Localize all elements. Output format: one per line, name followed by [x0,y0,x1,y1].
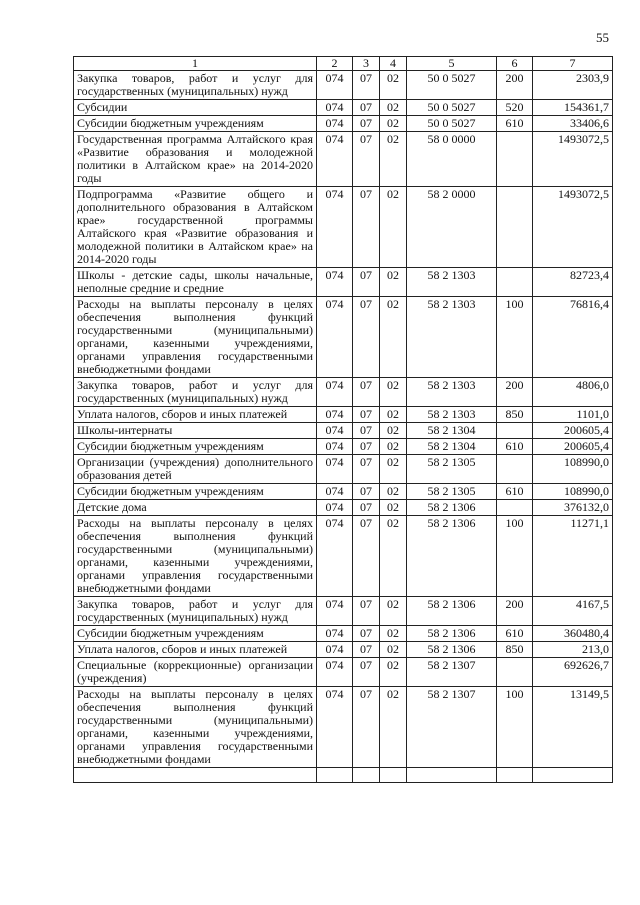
cell-admin-code: 074 [317,71,353,100]
table-row [74,626,613,642]
cell-admin-code: 074 [317,378,353,407]
table-row [74,455,613,484]
cell-section: 07 [353,423,380,439]
cell-name: Субсидии [74,100,317,116]
cell-section: 07 [353,71,380,100]
cell-name: Специальные (коррекционные) организации (учреждения) [74,658,317,687]
column-header: 3 [353,57,380,71]
cell-section: 07 [353,455,380,484]
cell-subsection: 02 [380,642,407,658]
cell-admin-code: 074 [317,455,353,484]
cell-name: Школы-интернаты [74,423,317,439]
cell-admin-code: 074 [317,132,353,187]
column-header: 6 [497,57,533,71]
table-row [74,71,613,100]
cell-admin-code: 074 [317,407,353,423]
cell-expense-type: 610 [497,626,533,642]
cell-name: Закупка товаров, работ и услуг для государственных (муниципальных) нужд [74,71,317,100]
page-number: 55 [596,30,609,45]
table-row [74,407,613,423]
table-row [74,597,613,626]
cell-target-article: 58 2 1303 [407,268,497,297]
cell-subsection: 02 [380,116,407,132]
cell-amount: 2303,9 [533,71,613,100]
cell-subsection: 02 [380,297,407,378]
cell-subsection: 02 [380,187,407,268]
cell-name: Закупка товаров, работ и услуг для государственных (муниципальных) нужд [74,378,317,407]
cell-subsection: 02 [380,484,407,500]
cell-expense-type: 100 [497,297,533,378]
cell-amount: 376132,0 [533,500,613,516]
cell-section: 07 [353,297,380,378]
cell-section: 07 [353,116,380,132]
column-header: 4 [380,57,407,71]
cell-expense-type [497,423,533,439]
cell-expense-type [497,658,533,687]
cell-subsection: 02 [380,658,407,687]
cell-admin-code: 074 [317,268,353,297]
cell-amount: 1493072,5 [533,132,613,187]
cell-target-article: 50 0 5027 [407,116,497,132]
cell-subsection: 02 [380,626,407,642]
cell-empty [407,768,497,783]
table-row [74,378,613,407]
cell-expense-type [497,187,533,268]
table-row-empty [74,768,613,783]
cell-name: Расходы на выплаты персоналу в целях обеспечения выполнения функций государственными (муниципальными) органами, казенными учреждениями, органами управления государственными внебюджетными фондами [74,687,317,768]
cell-subsection: 02 [380,597,407,626]
cell-expense-type [497,132,533,187]
cell-admin-code: 074 [317,297,353,378]
cell-target-article: 58 2 1303 [407,297,497,378]
table-header-row [74,57,613,71]
cell-expense-type [497,268,533,297]
table-row [74,439,613,455]
cell-amount: 82723,4 [533,268,613,297]
cell-amount: 13149,5 [533,687,613,768]
cell-empty [353,768,380,783]
cell-name: Закупка товаров, работ и услуг для государственных (муниципальных) нужд [74,597,317,626]
cell-subsection: 02 [380,132,407,187]
cell-section: 07 [353,439,380,455]
cell-target-article: 58 2 1305 [407,484,497,500]
cell-section: 07 [353,132,380,187]
cell-subsection: 02 [380,455,407,484]
cell-admin-code: 074 [317,484,353,500]
cell-expense-type: 200 [497,378,533,407]
cell-amount: 4167,5 [533,597,613,626]
cell-empty [317,768,353,783]
cell-empty [74,768,317,783]
cell-section: 07 [353,378,380,407]
cell-section: 07 [353,484,380,500]
cell-name: Расходы на выплаты персоналу в целях обеспечения выполнения функций государственными (муниципальными) органами, казенными учреждениями, органами управления государственными внебюджетными фондами [74,297,317,378]
cell-expense-type [497,455,533,484]
column-header: 5 [407,57,497,71]
table-row [74,484,613,500]
cell-section: 07 [353,687,380,768]
cell-target-article: 58 2 1306 [407,626,497,642]
column-header: 7 [533,57,613,71]
cell-admin-code: 074 [317,439,353,455]
cell-subsection: 02 [380,71,407,100]
cell-subsection: 02 [380,423,407,439]
cell-target-article: 58 2 1304 [407,423,497,439]
cell-admin-code: 074 [317,626,353,642]
cell-empty [533,768,613,783]
cell-section: 07 [353,658,380,687]
cell-amount: 154361,7 [533,100,613,116]
cell-admin-code: 074 [317,516,353,597]
cell-section: 07 [353,626,380,642]
cell-empty [380,768,407,783]
cell-target-article: 58 2 1304 [407,439,497,455]
cell-amount: 11271,1 [533,516,613,597]
cell-expense-type: 100 [497,516,533,597]
table-row [74,642,613,658]
cell-expense-type: 610 [497,439,533,455]
table-body [74,71,613,783]
cell-admin-code: 074 [317,658,353,687]
cell-subsection: 02 [380,439,407,455]
cell-expense-type: 520 [497,100,533,116]
cell-amount: 108990,0 [533,455,613,484]
table-row [74,132,613,187]
cell-subsection: 02 [380,268,407,297]
cell-name: Школы - детские сады, школы начальные, неполные средние и средние [74,268,317,297]
cell-expense-type: 610 [497,484,533,500]
cell-amount: 4806,0 [533,378,613,407]
cell-subsection: 02 [380,687,407,768]
cell-amount: 1493072,5 [533,187,613,268]
cell-target-article: 50 0 5027 [407,100,497,116]
cell-target-article: 58 2 1305 [407,455,497,484]
cell-name: Государственная программа Алтайского края «Развитие образования и молодежной политики в Алтайском крае» на 2014-2020 годы [74,132,317,187]
cell-section: 07 [353,407,380,423]
cell-amount: 213,0 [533,642,613,658]
budget-table [73,56,613,783]
cell-expense-type: 200 [497,71,533,100]
cell-target-article: 58 2 0000 [407,187,497,268]
cell-target-article: 58 2 1306 [407,516,497,597]
cell-admin-code: 074 [317,642,353,658]
table-row [74,268,613,297]
cell-section: 07 [353,516,380,597]
cell-section: 07 [353,500,380,516]
cell-name: Подпрограмма «Развитие общего и дополнительного образования в Алтайском крае» государственной программы Алтайского края «Развитие образования и молодежной политики в Алтайском крае» на 2014-2020 годы [74,187,317,268]
cell-name: Уплата налогов, сборов и иных платежей [74,642,317,658]
column-header: 2 [317,57,353,71]
cell-amount: 360480,4 [533,626,613,642]
cell-admin-code: 074 [317,597,353,626]
cell-name: Субсидии бюджетным учреждениям [74,626,317,642]
cell-subsection: 02 [380,378,407,407]
cell-subsection: 02 [380,407,407,423]
cell-name: Субсидии бюджетным учреждениям [74,484,317,500]
cell-expense-type: 100 [497,687,533,768]
cell-target-article: 58 0 0000 [407,132,497,187]
cell-amount: 76816,4 [533,297,613,378]
cell-amount: 200605,4 [533,423,613,439]
table-row [74,100,613,116]
cell-target-article: 58 2 1306 [407,500,497,516]
table-row [74,116,613,132]
table-row [74,423,613,439]
column-header: 1 [74,57,317,71]
cell-empty [497,768,533,783]
cell-amount: 108990,0 [533,484,613,500]
cell-subsection: 02 [380,500,407,516]
cell-target-article: 58 2 1306 [407,597,497,626]
cell-expense-type: 850 [497,407,533,423]
cell-subsection: 02 [380,516,407,597]
cell-amount: 33406,6 [533,116,613,132]
cell-admin-code: 074 [317,500,353,516]
cell-target-article: 58 2 1307 [407,658,497,687]
cell-admin-code: 074 [317,423,353,439]
cell-expense-type: 850 [497,642,533,658]
cell-subsection: 02 [380,100,407,116]
cell-admin-code: 074 [317,187,353,268]
cell-section: 07 [353,268,380,297]
table-row [74,500,613,516]
cell-name: Детские дома [74,500,317,516]
cell-section: 07 [353,187,380,268]
table-row [74,516,613,597]
cell-name: Организации (учреждения) дополнительного образования детей [74,455,317,484]
cell-expense-type: 610 [497,116,533,132]
table-row [74,658,613,687]
cell-name: Субсидии бюджетным учреждениям [74,439,317,455]
cell-target-article: 58 2 1303 [407,378,497,407]
cell-name: Расходы на выплаты персоналу в целях обеспечения выполнения функций государственными (муниципальными) органами, казенными учреждениями, органами управления государственными внебюджетными фондами [74,516,317,597]
cell-target-article: 58 2 1306 [407,642,497,658]
cell-admin-code: 074 [317,687,353,768]
cell-amount: 200605,4 [533,439,613,455]
cell-target-article: 58 2 1307 [407,687,497,768]
table-row [74,187,613,268]
cell-section: 07 [353,642,380,658]
table-row [74,297,613,378]
cell-expense-type: 200 [497,597,533,626]
cell-expense-type [497,500,533,516]
cell-section: 07 [353,597,380,626]
table-row [74,687,613,768]
cell-admin-code: 074 [317,100,353,116]
cell-name: Субсидии бюджетным учреждениям [74,116,317,132]
cell-admin-code: 074 [317,116,353,132]
cell-amount: 1101,0 [533,407,613,423]
cell-target-article: 50 0 5027 [407,71,497,100]
cell-amount: 692626,7 [533,658,613,687]
cell-target-article: 58 2 1303 [407,407,497,423]
cell-section: 07 [353,100,380,116]
cell-name: Уплата налогов, сборов и иных платежей [74,407,317,423]
